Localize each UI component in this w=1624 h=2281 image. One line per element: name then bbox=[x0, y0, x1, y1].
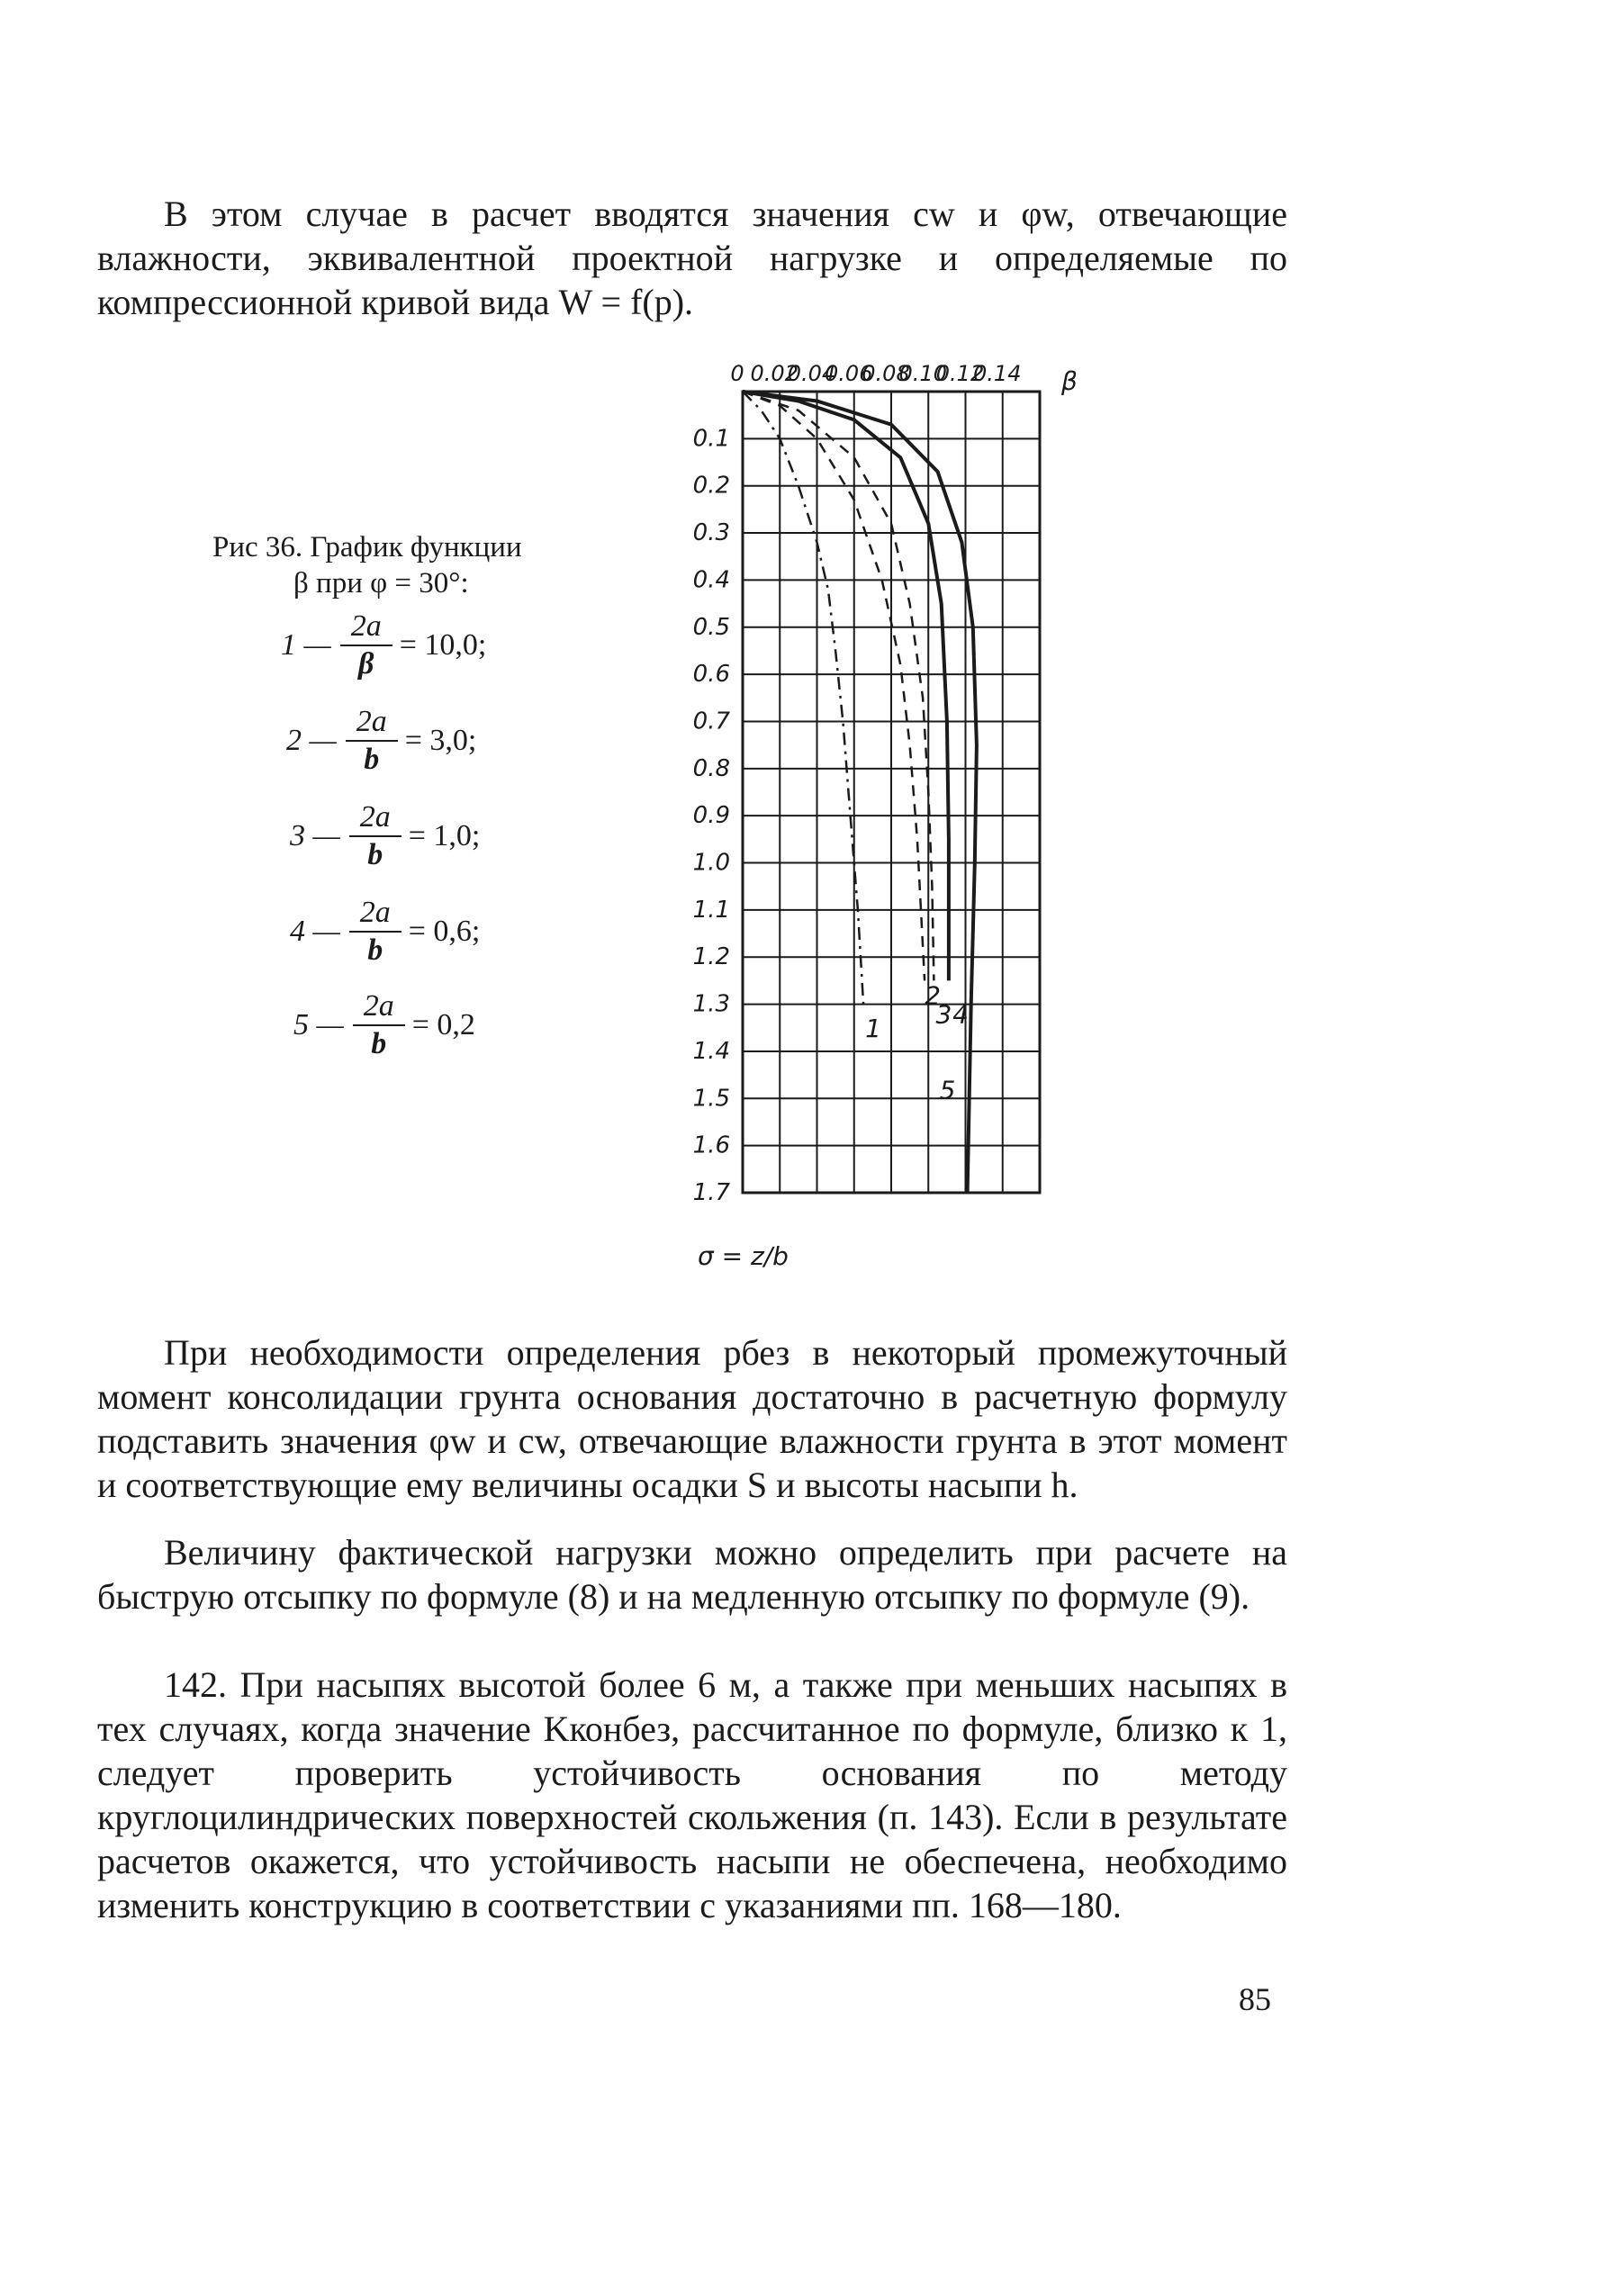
y-tick-label: 1.5 bbox=[692, 1085, 730, 1113]
caption-item: 5 — $\frac{2a}{b}$ = 0,2 bbox=[293, 989, 475, 1060]
y-tick-label: 1.3 bbox=[692, 990, 730, 1018]
figure-caption bbox=[212, 529, 591, 601]
y-tick-label: 1.6 bbox=[692, 1131, 730, 1159]
y-tick-label: 0.1 bbox=[692, 425, 730, 453]
y-tick-label: 1.0 bbox=[692, 849, 730, 877]
y-tick-label: 0.4 bbox=[692, 566, 730, 594]
x-tick-label: 0.02 bbox=[750, 361, 798, 386]
series-label: 3 bbox=[935, 999, 952, 1030]
paragraph-4: 142. При насыпях высотой более 6 м, а также при меньших насыпях в тех случаях, когда значение Kконбез, рассчитанное по формуле, близко к 1, следует проверить устойчивость основания по методу круглоцилиндрических поверхностей скольжения (п. 143). Если в результате расчетов окажется, что устойчивость насыпи не обеспечена, необходимо изменить конструкцию в соответствии с указаниями пп. 168—180. bbox=[97, 1664, 1287, 1925]
caption-item: 1 — $\frac{2a}{\beta}$ = 10,0; bbox=[281, 609, 487, 681]
x-tick-label: 0.14 bbox=[973, 361, 1022, 386]
x-axis-label: β bbox=[1061, 366, 1078, 396]
y-axis-label: σ = z/b bbox=[698, 1241, 789, 1271]
y-tick-label: 1.2 bbox=[692, 943, 730, 971]
caption-title: Рис 36. График функции bbox=[212, 531, 522, 563]
x-tick-label: 0.04 bbox=[787, 361, 836, 386]
x-tick-label: 0.08 bbox=[862, 361, 910, 386]
series-label: 1 bbox=[865, 1014, 881, 1044]
paragraph-2: При необходимости определения pбез в некоторый промежуточный момент консолидации грунта основания достаточно в расчетную формулу подставить значения φw и cw, отвечающие влажности грунта в этот момент и соответствующие ему величины осадки S и высоты насыпи h. bbox=[97, 1332, 1287, 1505]
y-tick-label: 0.2 bbox=[692, 472, 730, 500]
paragraph-1: В этом случае в расчет вводятся значения cw и φw, отвечающие влажности, эквивалентной проектной нагрузке и определяемые по компрессионной кривой вида W = f(p). bbox=[97, 194, 1287, 322]
series-label: 2 bbox=[925, 980, 941, 1011]
x-tick-label: 0.12 bbox=[935, 361, 985, 386]
x-tick-label: 0.06 bbox=[825, 361, 873, 386]
caption-subtitle: β при φ = 30°: bbox=[293, 567, 469, 600]
series-label: 5 bbox=[939, 1075, 956, 1105]
y-tick-label: 0.7 bbox=[692, 708, 730, 735]
x-tick-label: 0 bbox=[730, 361, 744, 386]
series-line-5 bbox=[743, 392, 977, 1193]
paragraph-3: Величину фактической нагрузки можно определить при расчете на быструю отсыпку по формуле (8) и на медленную отсыпку по формуле (9). bbox=[97, 1532, 1287, 1617]
y-tick-label: 0.9 bbox=[692, 802, 730, 830]
y-tick-label: 0.8 bbox=[692, 754, 730, 782]
series-label: 4 bbox=[952, 999, 969, 1030]
series-line-4 bbox=[743, 392, 949, 980]
x-tick-label: 0.10 bbox=[898, 361, 947, 386]
y-tick-label: 0.6 bbox=[692, 661, 730, 689]
caption-item: 2 — $\frac{2a}{b}$ = 3,0; bbox=[286, 705, 477, 776]
y-tick-label: 0.5 bbox=[692, 613, 730, 641]
page-number: 85 bbox=[1239, 1981, 1271, 2017]
y-tick-label: 1.7 bbox=[692, 1179, 730, 1206]
beta-function-chart bbox=[684, 351, 1206, 1305]
series-line-2 bbox=[743, 392, 925, 980]
y-tick-label: 0.3 bbox=[692, 519, 730, 547]
caption-item: 4 — $\frac{2a}{b}$ = 0,6; bbox=[290, 896, 481, 967]
y-tick-label: 1.4 bbox=[692, 1037, 730, 1065]
caption-item: 3 — $\frac{2a}{b}$ = 1,0; bbox=[290, 800, 481, 871]
y-tick-label: 1.1 bbox=[692, 896, 730, 924]
